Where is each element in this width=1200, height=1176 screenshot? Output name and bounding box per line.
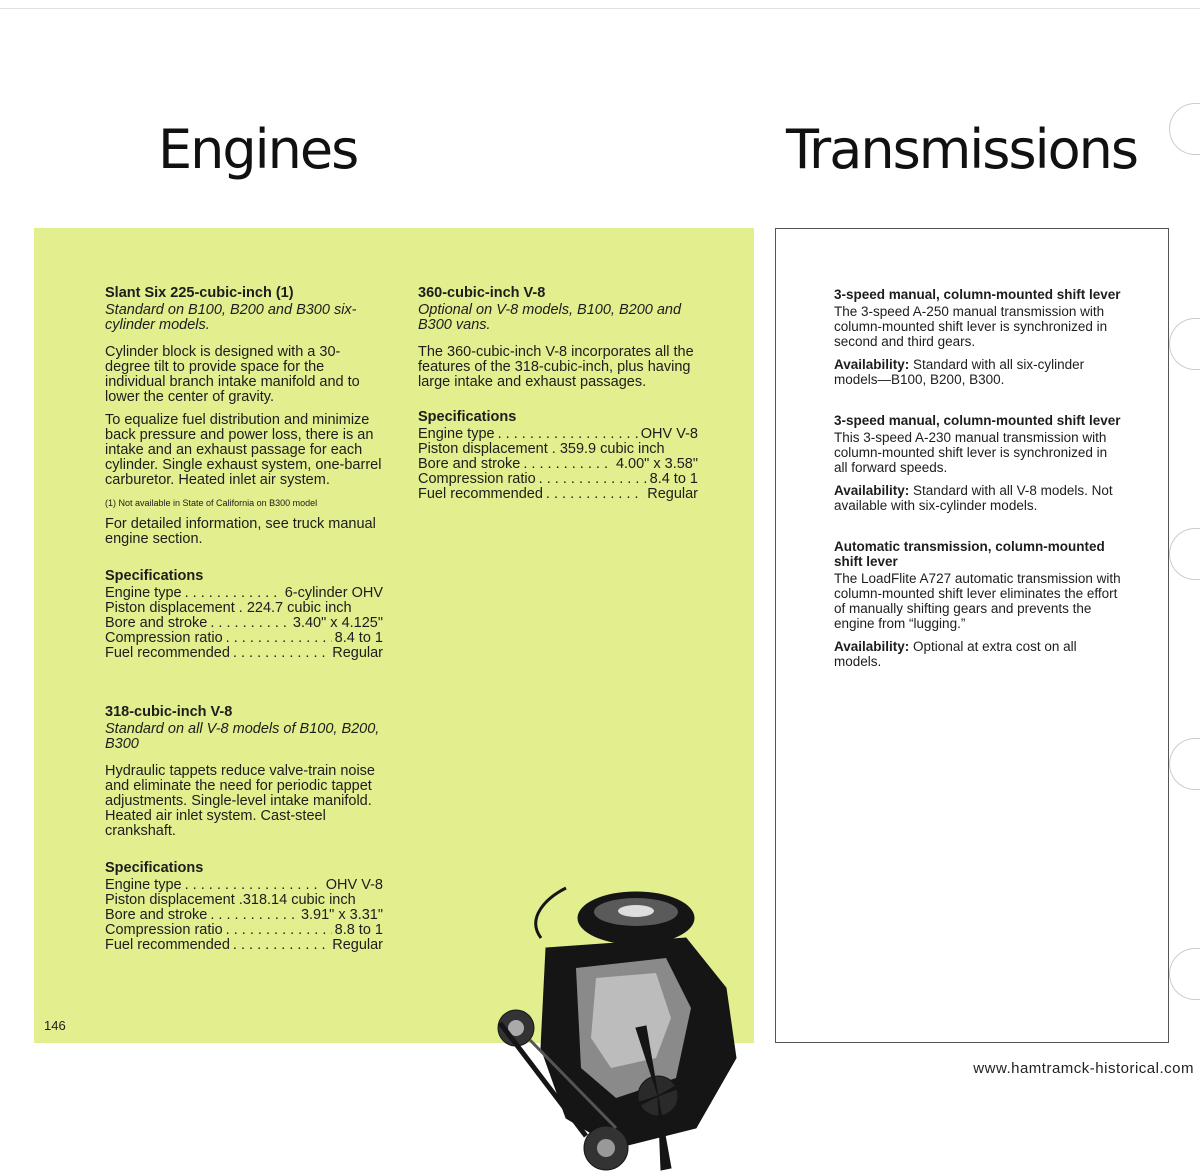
slant-six-footnote: (1) Not available in State of California on B300 model bbox=[105, 498, 318, 508]
spec-value: 8.4 to 1 bbox=[334, 631, 383, 646]
spec-value: 318.14 cubic inch bbox=[242, 893, 356, 908]
spec-label: Bore and stroke bbox=[105, 616, 208, 631]
spec-row bbox=[105, 938, 383, 953]
spec-label: Piston displacement . bbox=[105, 893, 243, 908]
spec-value: 224.7 cubic inch bbox=[246, 601, 352, 616]
footer-url: www.hamtramck-historical.com bbox=[973, 1060, 1194, 1077]
spec-row bbox=[105, 893, 383, 908]
trans-2-availability bbox=[834, 483, 1124, 513]
trans-3-availability bbox=[834, 639, 1124, 669]
binder-hole bbox=[1169, 103, 1200, 155]
spec-label: Fuel recommended bbox=[418, 487, 543, 502]
spec-label: Piston displacement . bbox=[418, 442, 556, 457]
v8-360-subtitle: Optional on V-8 models, B100, B200 and B300 vans. bbox=[418, 302, 682, 333]
v8-318-title: 318-cubic-inch V-8 bbox=[105, 704, 233, 720]
trans-1-desc: The 3-speed A-250 manual transmission with column-mounted shift lever is synchronized in second and third gears. bbox=[834, 304, 1108, 349]
spec-value: 3.40" x 4.125" bbox=[292, 616, 383, 631]
spec-label: Engine type bbox=[105, 586, 182, 601]
spec-label: Bore and stroke bbox=[105, 908, 208, 923]
spec-label: Compression ratio bbox=[105, 631, 223, 646]
availability-text: Standard with all V-8 models. Not available with six-cylinder models. bbox=[834, 483, 1113, 513]
spec-value: Regular bbox=[332, 938, 383, 953]
engine-illustration bbox=[486, 878, 754, 1176]
spec-label: Compression ratio bbox=[105, 923, 223, 938]
top-rule bbox=[0, 8, 1200, 9]
v8-318-spec-heading: Specifications bbox=[105, 860, 204, 876]
spec-row bbox=[418, 442, 698, 457]
slant-six-title: Slant Six 225-cubic-inch (1) bbox=[105, 285, 294, 301]
engines-right-column bbox=[418, 286, 698, 502]
spec-value: 359.9 cubic inch bbox=[559, 442, 665, 457]
trans-2-desc: This 3-speed A-230 manual transmission with column-mounted shift lever is synchronized in all forward speeds. bbox=[834, 430, 1108, 475]
transmissions-panel bbox=[775, 228, 1169, 1043]
availability-label: Availability: bbox=[834, 483, 910, 498]
spec-row bbox=[418, 487, 698, 502]
spec-value: Regular bbox=[647, 487, 698, 502]
spec-row bbox=[418, 427, 698, 442]
spec-value: 3.91" x 3.31" bbox=[300, 908, 383, 923]
spec-label: Bore and stroke bbox=[418, 457, 521, 472]
page-number: 146 bbox=[44, 1018, 66, 1033]
v8-360-spec-table bbox=[418, 427, 698, 502]
binder-hole bbox=[1169, 948, 1200, 1000]
transmissions-heading: Transmissions bbox=[786, 118, 1137, 181]
spec-row bbox=[105, 616, 383, 631]
spec-value: OHV V-8 bbox=[325, 878, 383, 893]
spec-row bbox=[105, 601, 383, 616]
trans-1-availability bbox=[834, 357, 1124, 387]
spec-row bbox=[105, 646, 383, 661]
binder-hole bbox=[1169, 738, 1200, 790]
spec-value: 8.8 to 1 bbox=[334, 923, 383, 938]
spec-value: 6-cylinder OHV bbox=[284, 586, 383, 601]
availability-label: Availability: bbox=[834, 639, 910, 654]
slant-six-para-3: For detailed information, see truck manual engine section. bbox=[105, 516, 376, 547]
v8-318-para: Hydraulic tappets reduce valve-train noise and eliminate the need for periodic tappet adjustments. Single-level intake manifold. Heated air inlet system. Cast-steel crankshaft. bbox=[105, 763, 375, 839]
spec-row bbox=[418, 472, 698, 487]
v8-360-para: The 360-cubic-inch V-8 incorporates all the features of the 318-cubic-inch, plus having large intake and exhaust passages. bbox=[418, 344, 694, 390]
slant-six-subtitle: Standard on B100, B200 and B300 six-cylinder models. bbox=[105, 302, 357, 333]
spec-label: Fuel recommended bbox=[105, 938, 230, 953]
binder-hole bbox=[1169, 318, 1200, 370]
slant-six-spec-heading: Specifications bbox=[105, 568, 204, 584]
spec-value: 4.00" x 3.58" bbox=[615, 457, 698, 472]
v8-360-spec-heading: Specifications bbox=[418, 409, 517, 425]
availability-text: Optional at extra cost on all models. bbox=[834, 639, 1077, 669]
engines-left-column bbox=[105, 286, 383, 953]
v8-318-spec-table bbox=[105, 878, 383, 953]
spec-label: Piston displacement . bbox=[105, 601, 243, 616]
binder-hole bbox=[1169, 528, 1200, 580]
slant-six-spec-table bbox=[105, 586, 383, 661]
trans-1-title: 3-speed manual, column-mounted shift lever bbox=[834, 287, 1121, 302]
spec-row bbox=[105, 631, 383, 646]
engines-panel bbox=[34, 228, 754, 1043]
spec-value: Regular bbox=[332, 646, 383, 661]
v8-318-subtitle: Standard on all V-8 models of B100, B200, B300 bbox=[105, 721, 380, 752]
spec-row bbox=[105, 923, 383, 938]
trans-3-desc: The LoadFlite A727 automatic transmission with column-mounted shift lever eliminates the effort of manually shifting gears and prevents the engine from “lugging.” bbox=[834, 571, 1121, 631]
trans-3-title: Automatic transmission, column-mounted shift lever bbox=[834, 539, 1105, 569]
spec-row bbox=[105, 908, 383, 923]
spec-value: OHV V-8 bbox=[640, 427, 698, 442]
slant-six-para-1: Cylinder block is designed with a 30-degree tilt to provide space for the individual branch intake manifold and to lower the center of gravity. bbox=[105, 344, 360, 405]
trans-2-title: 3-speed manual, column-mounted shift lever bbox=[834, 413, 1121, 428]
spec-label: Compression ratio bbox=[418, 472, 536, 487]
engines-heading: Engines bbox=[158, 118, 358, 181]
availability-text: Standard with all six-cylinder models—B100, B200, B300. bbox=[834, 357, 1085, 387]
spec-label: Engine type bbox=[418, 427, 495, 442]
spec-label: Engine type bbox=[105, 878, 182, 893]
spec-label: Fuel recommended bbox=[105, 646, 230, 661]
slant-six-para-2: To equalize fuel distribution and minimize back pressure and power loss, there is an intake and an exhaust passage for each cylinder. Single exhaust system, one-barrel carburetor. Heated inlet air system. bbox=[105, 412, 382, 488]
spec-row bbox=[418, 457, 698, 472]
v8-360-title: 360-cubic-inch V-8 bbox=[418, 285, 546, 301]
transmissions-column bbox=[834, 287, 1124, 677]
spec-value: 8.4 to 1 bbox=[649, 472, 698, 487]
spec-row bbox=[105, 878, 383, 893]
availability-label: Availability: bbox=[834, 357, 910, 372]
spec-row bbox=[105, 586, 383, 601]
